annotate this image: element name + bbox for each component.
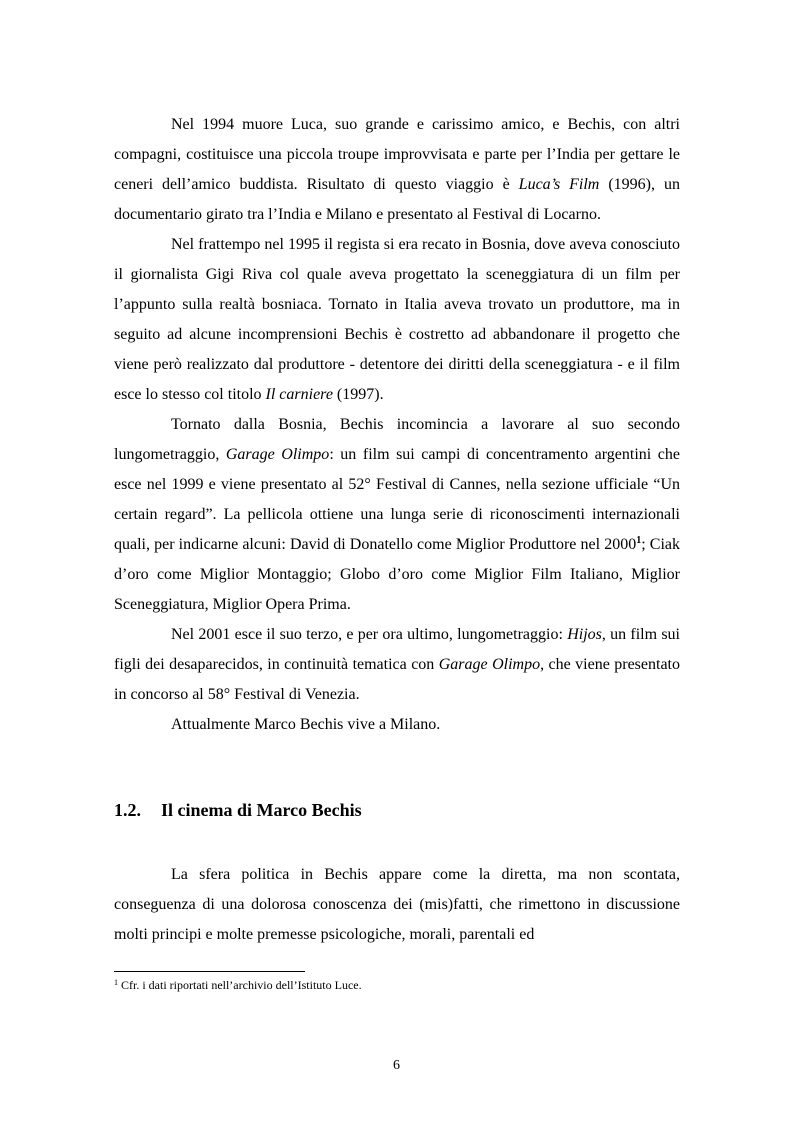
footnote-divider: [114, 971, 305, 972]
page-number: 6: [393, 1058, 400, 1073]
section-paragraph: La sfera politica in Bechis appare come la diretta, ma non scontata, conseguenza di una dolorosa conoscenza dei (mis)fatti, che rimettono in discussione molti principi e molte premesse psicologiche, morali, parentali ed: [114, 866, 680, 943]
paragraph-3: Tornato dalla Bosnia, Bechis incomincia a lavorare al suo secondo lungometraggio, Garage Olimpo: un film sui campi di concentramento argentini che esce nel 1999 e viene presentato al 52° Festival di Cannes, nella sezione ufficiale “Un certain regard”. La pellicola ottiene una lunga serie di riconoscimenti internazionali quali, per indicarne alcuni: David di Donatello come Miglior Produttore nel 2000$^1$; Ciak d’oro come Miglior Montaggio; Globo d’oro come Miglior Film Italiano, Miglior Sceneggiatura, Miglior Opera Prima.: [114, 416, 680, 613]
paragraph-1: Nel 1994 muore Luca, suo grande e carissimo amico, e Bechis, con altri compagni, costituisce una piccola troupe improvvisata e parte per l’India per gettare le ceneri dell’amico buddista. Risultato di questo viaggio è Luca’s Film (1996), un documentario girato tra l’India e Milano e presentato al Festival di Locarno.: [114, 116, 680, 223]
section-heading: [114, 800, 362, 821]
footnote-text: Cfr. i dati riportati nell’archivio dell’Istituto Luce.: [118, 978, 362, 992]
film-title: Luca’s Film: [518, 176, 600, 193]
section-number: 1.2.: [114, 800, 141, 820]
paragraph-5: Attualmente Marco Bechis vive a Milano.: [171, 716, 441, 733]
film-title: Garage Olimpo: [438, 656, 541, 673]
paragraph-4: Nel 2001 esce il suo terzo, e per ora ultimo, lungometraggio: Hijos, un film sui figli dei desaparecidos, in continuità tematica con Garage Olimpo, che viene presentato in concorso al 58° Festival di Venezia.: [114, 626, 680, 703]
footnote-reference[interactable]: 1: [636, 535, 642, 546]
section-body-text: [114, 860, 680, 950]
film-title: Garage Olimpo: [225, 446, 330, 463]
footnote: [114, 978, 362, 993]
paragraph-2: Nel frattempo nel 1995 il regista si era recato in Bosnia, dove aveva conosciuto il giornalista Gigi Riva col quale aveva progettato la sceneggiatura di un film per l’appunto sulla realtà bosniaca. Tornato in Italia aveva trovato un produttore, ma in seguito ad alcune incomprensioni Bechis è costretto ad abbandonare il progetto che viene però realizzato dal produttore - detentore dei diritti della sceneggiatura - e il film esce lo stesso col titolo Il carniere (1997).: [114, 236, 680, 403]
footnote-mark: 1: [114, 978, 118, 987]
section-title: Il cinema di Marco Bechis: [161, 800, 362, 820]
body-text: [114, 110, 680, 740]
film-title: Hijos: [567, 626, 602, 643]
film-title: Il carniere: [265, 386, 333, 403]
